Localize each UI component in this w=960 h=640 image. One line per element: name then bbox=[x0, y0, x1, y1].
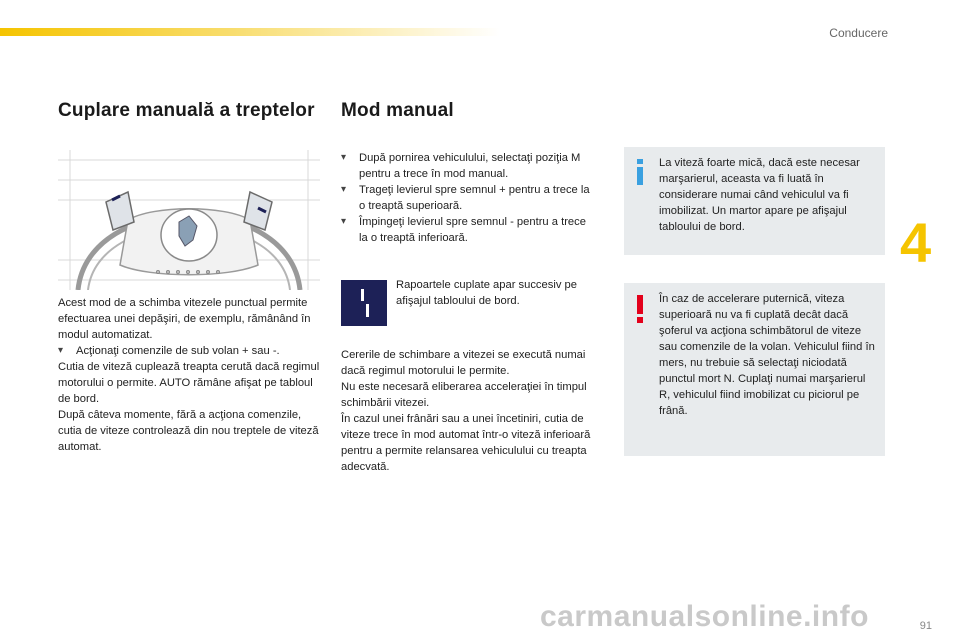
info-note-box bbox=[624, 147, 885, 255]
left-body bbox=[58, 295, 320, 455]
list-item: ▾ Trageţi levierul spre semnul + pentru a trece la o treaptă superioară. bbox=[341, 184, 590, 212]
section-title: Conducere bbox=[829, 26, 888, 40]
page-number: 91 bbox=[919, 620, 932, 632]
warning-icon bbox=[634, 295, 646, 323]
display-note: Rapoartele cuplate apar succesiv pe afişajul tabloului de bord. bbox=[396, 279, 577, 307]
info-icon bbox=[634, 159, 646, 185]
warning-note-text: În caz de accelerare puternică, viteza superioară nu va fi cuplată decât dacă şoferul va acţiona schimbătorul de viteze sau comenzile de la volan. Vehiculul fiind în mers, nu trebuie să selectaţi niciodată punctul mort N. Cuplaţi numai marşarierul R, vehiculul fiind imobilizat cu piciorul pe frână. bbox=[659, 293, 875, 417]
watermark: carmanualsonline.info bbox=[540, 600, 869, 633]
middle-bullets bbox=[341, 150, 596, 246]
left-bullet-text: Acţionaţi comenzile de sub volan + sau -. bbox=[76, 345, 280, 357]
list-item: ▾ După pornirea vehiculului, selectaţi poziţia M pentru a trece în mod manual. bbox=[341, 152, 581, 180]
bullet-icon: ▾ bbox=[341, 152, 347, 163]
left-intro: Acest mod de a schimba vitezele punctual permite efectuarea unei depăşiri, de exemplu, rămânând în modul automatizat. bbox=[58, 297, 311, 341]
warning-note-box bbox=[624, 283, 885, 456]
header-accent-bar bbox=[0, 28, 500, 36]
info-note-text: La viteză foarte mică, dacă este necesar marşarierul, aceasta va fi luată în considerare numai când vehiculul va fi imobilizat. Un martor apare pe afişajul tabloului de bord. bbox=[659, 157, 860, 233]
bullet-icon: ▾ bbox=[341, 184, 347, 195]
bullet-icon: ▾ bbox=[58, 345, 64, 356]
middle-paragraph-3: În cazul unei frânări sau a unei încetiniri, cutia de viteze trece în mod automat într-o viteză inferioară pentru a permite relansarea vehiculului cu treapta adecvată. bbox=[341, 413, 591, 473]
left-heading: Cuplare manuală a treptelor bbox=[58, 100, 315, 121]
middle-paragraph-2: Nu este necesară eliberarea acceleraţiei în timpul schimbării vitezei. bbox=[341, 381, 587, 409]
middle-body bbox=[341, 347, 596, 475]
middle-heading: Mod manual bbox=[341, 100, 454, 121]
bullet-icon: ▾ bbox=[341, 216, 347, 227]
middle-paragraph-1: Cererile de schimbare a vitezei se execută numai dacă regimul motorului le permite. bbox=[341, 349, 586, 377]
steering-wheel-paddles-illustration bbox=[58, 150, 320, 290]
gear-display-icon bbox=[341, 280, 387, 326]
left-paragraph-1: Cutia de viteză cuplează treapta cerută dacă regimul motorului o permite. AUTO rămâne afişat pe tabloul de bord. bbox=[58, 361, 320, 405]
chapter-number: 4 bbox=[900, 211, 932, 274]
left-bullet bbox=[58, 343, 320, 359]
list-item: ▾ Împingeţi levierul spre semnul - pentru a trece la o treaptă inferioară. bbox=[341, 216, 586, 244]
left-paragraph-2: După câteva momente, fără a acţiona comenzile, cutia de viteze controlează din nou treptele de viteză automat. bbox=[58, 409, 319, 453]
